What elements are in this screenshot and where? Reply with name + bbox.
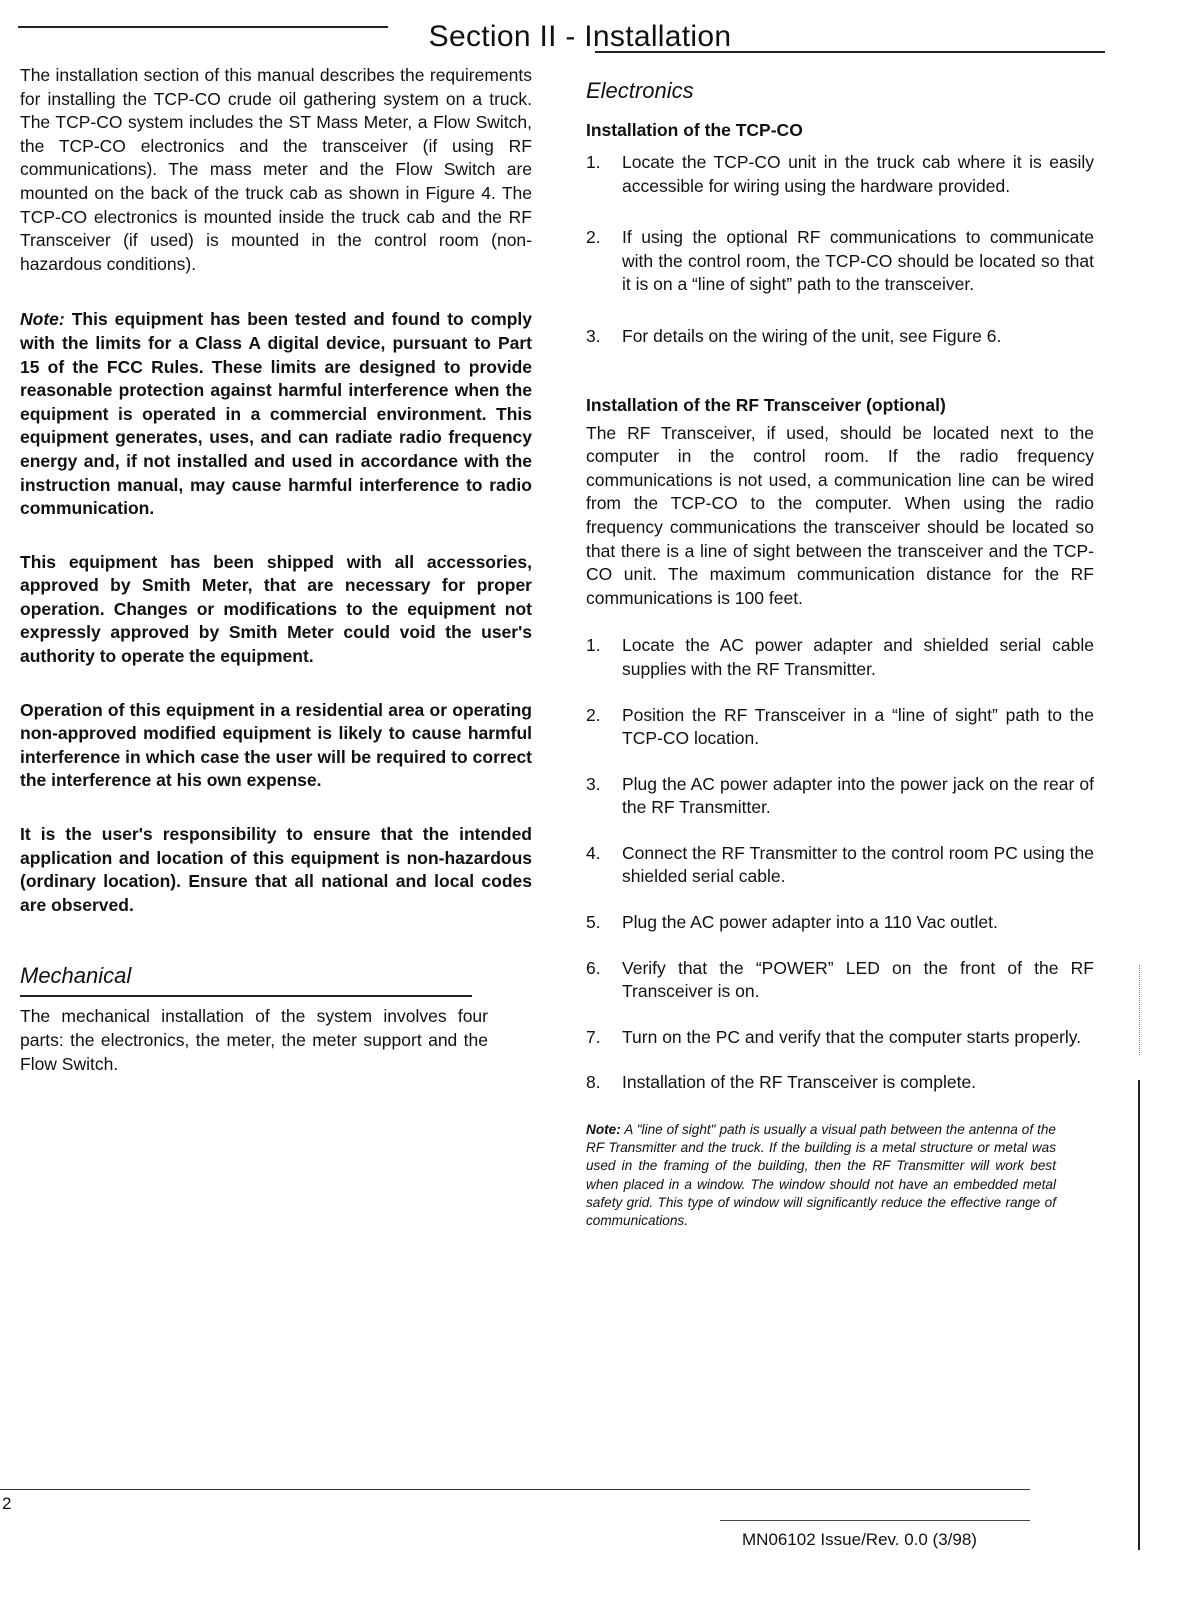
step-number: 1. — [586, 152, 601, 172]
step-text: For details on the wiring of the unit, see Figure 6. — [622, 325, 1002, 346]
step-number: 4. — [586, 842, 601, 863]
mechanical-paragraph: The mechanical installation of the system involves four parts: the electronics, the meter, the meter support and the Flow Switch. — [20, 1006, 488, 1074]
footer-rule — [0, 1489, 1030, 1490]
fcc-note — [20, 308, 532, 520]
step-number: 2. — [586, 704, 601, 725]
page-title: Section II - Installation — [428, 20, 732, 54]
left-column — [20, 64, 532, 1076]
step-text: Locate the TCP-CO unit in the truck cab where it is easily accessible for wiring using the hardware provided. — [622, 152, 1094, 196]
step-text: Plug the AC power adapter into the power jack on the rear of the RF Transmitter. — [622, 773, 1094, 818]
mechanical-heading: Mechanical — [20, 963, 132, 989]
step-text: Locate the AC power adapter and shielded serial cable supplies with the RF Transmitter. — [622, 635, 1094, 679]
list-item — [586, 773, 1094, 820]
line-of-sight-note — [586, 1121, 1056, 1230]
list-item — [586, 325, 1094, 349]
footer-rule-right — [720, 1520, 1030, 1521]
note-label: Note: — [20, 309, 65, 330]
step-text: Plug the AC power adapter into a 110 Vac outlet. — [622, 912, 998, 933]
scan-edge-dots — [1139, 965, 1140, 1055]
step-number: 7. — [586, 1026, 601, 1047]
rf-install-heading: Installation of the RF Transceiver (optional) — [586, 394, 946, 415]
small-note-label: Note: — [586, 1122, 621, 1138]
list-item — [586, 911, 1094, 935]
list-item — [586, 1071, 1094, 1095]
list-item — [586, 151, 1094, 198]
document-id: MN06102 Issue/Rev. 0.0 (3/98) — [742, 1530, 977, 1549]
intro-paragraph: The installation section of this manual describes the requirements for installing the TCP-CO crude oil gathering system on a truck. The TCP-CO system includes the ST Mass Meter, a Flow Switch, the TCP-CO electronics and the transceiver (if using RF communications). The mass meter and the Flow Switch are mounted on the back of the truck cab as shown in Figure 4. The TCP-CO electronics is mounted inside the truck cab and the RF Transceiver (if used) is mounted in the control room (non-hazardous conditions). — [20, 65, 532, 274]
electronics-heading: Electronics — [586, 78, 694, 103]
step-number: 1. — [586, 635, 601, 656]
list-item — [586, 1026, 1094, 1050]
step-number: 3. — [586, 325, 601, 346]
residential-paragraph: Operation of this equipment in a residential area or operating non-approved modified equipment is likely to cause harmful interference in which case the user will be required to correct the interference at his own expense. — [20, 699, 532, 791]
step-number: 2. — [586, 227, 601, 248]
rf-install-steps — [586, 634, 1094, 1095]
step-text: If using the optional RF communications to communicate with the control room, the TCP-CO should be located so that it is on a “line of sight” path to the transceiver. — [622, 227, 1094, 295]
mechanical-rule — [20, 995, 472, 997]
list-item — [586, 704, 1094, 751]
step-text: Installation of the RF Transceiver is complete. — [622, 1072, 977, 1093]
list-item — [586, 226, 1094, 297]
rf-intro-paragraph: The RF Transceiver, if used, should be located next to the computer in the control room. If the radio frequency communications is not used, a communication line can be wired from the TCP-CO to the computer. When using the radio frequency communications the transceiver should be located so that there is a line of sight between the transceiver and the TCP-CO unit. The maximum communication distance for the RF communications is 100 feet. — [586, 422, 1094, 608]
fcc-note-text: This equipment has been tested and found to comply with the limits for a Class A digital device, pursuant to Part 15 of the FCC Rules. These limits are designed to provide reasonable protection against harmful interference when the equipment is operated in a commercial environment. This equipment generates, uses, and can radiate radio frequency energy and, if not installed and used in accordance with the instruction manual, may cause harmful interference to radio communication. — [20, 309, 532, 519]
tcp-install-steps — [586, 151, 1094, 349]
list-item — [586, 842, 1094, 889]
small-note-text: A "line of sight" path is usually a visual path between the antenna of the RF Transmitter and the truck. If the building is a metal structure or metal was used in the framing of the building, then the RF Transmitter will work best when placed in a window. The window should not have an embedded metal safety grid. This type of window will significantly reduce the effective range of communications. — [586, 1122, 1056, 1229]
scan-edge-line — [1138, 1080, 1140, 1550]
step-text: Connect the RF Transmitter to the control room PC using the shielded serial cable. — [622, 842, 1094, 887]
page-number: 2 — [2, 1494, 12, 1513]
responsibility-paragraph: It is the user's responsibility to ensure that the intended application and location of this equipment is non-hazardous (ordinary location). Ensure that all national and local codes are observed. — [20, 824, 532, 915]
step-number: 8. — [586, 1072, 601, 1093]
header-rule-left — [18, 26, 388, 28]
list-item — [586, 634, 1094, 681]
step-text: Turn on the PC and verify that the computer starts properly. — [622, 1026, 1082, 1047]
step-number: 6. — [586, 957, 601, 978]
step-number: 3. — [586, 773, 601, 794]
list-item — [586, 957, 1094, 1004]
tcp-install-heading: Installation of the TCP-CO — [586, 120, 803, 140]
header-rule-right — [595, 51, 1105, 53]
step-text: Verify that the “POWER” LED on the front of the RF Transceiver is on. — [622, 957, 1094, 1002]
accessories-paragraph: This equipment has been shipped with all accessories, approved by Smith Meter, that are necessary for proper operation. Changes or modifications to the equipment not expressly approved by Smith Meter could void the user's authority to operate the equipment. — [20, 551, 532, 667]
step-text: Position the RF Transceiver in a “line of sight” path to the TCP-CO location. — [622, 704, 1094, 749]
step-number: 5. — [586, 912, 601, 933]
right-column — [586, 78, 1094, 1230]
